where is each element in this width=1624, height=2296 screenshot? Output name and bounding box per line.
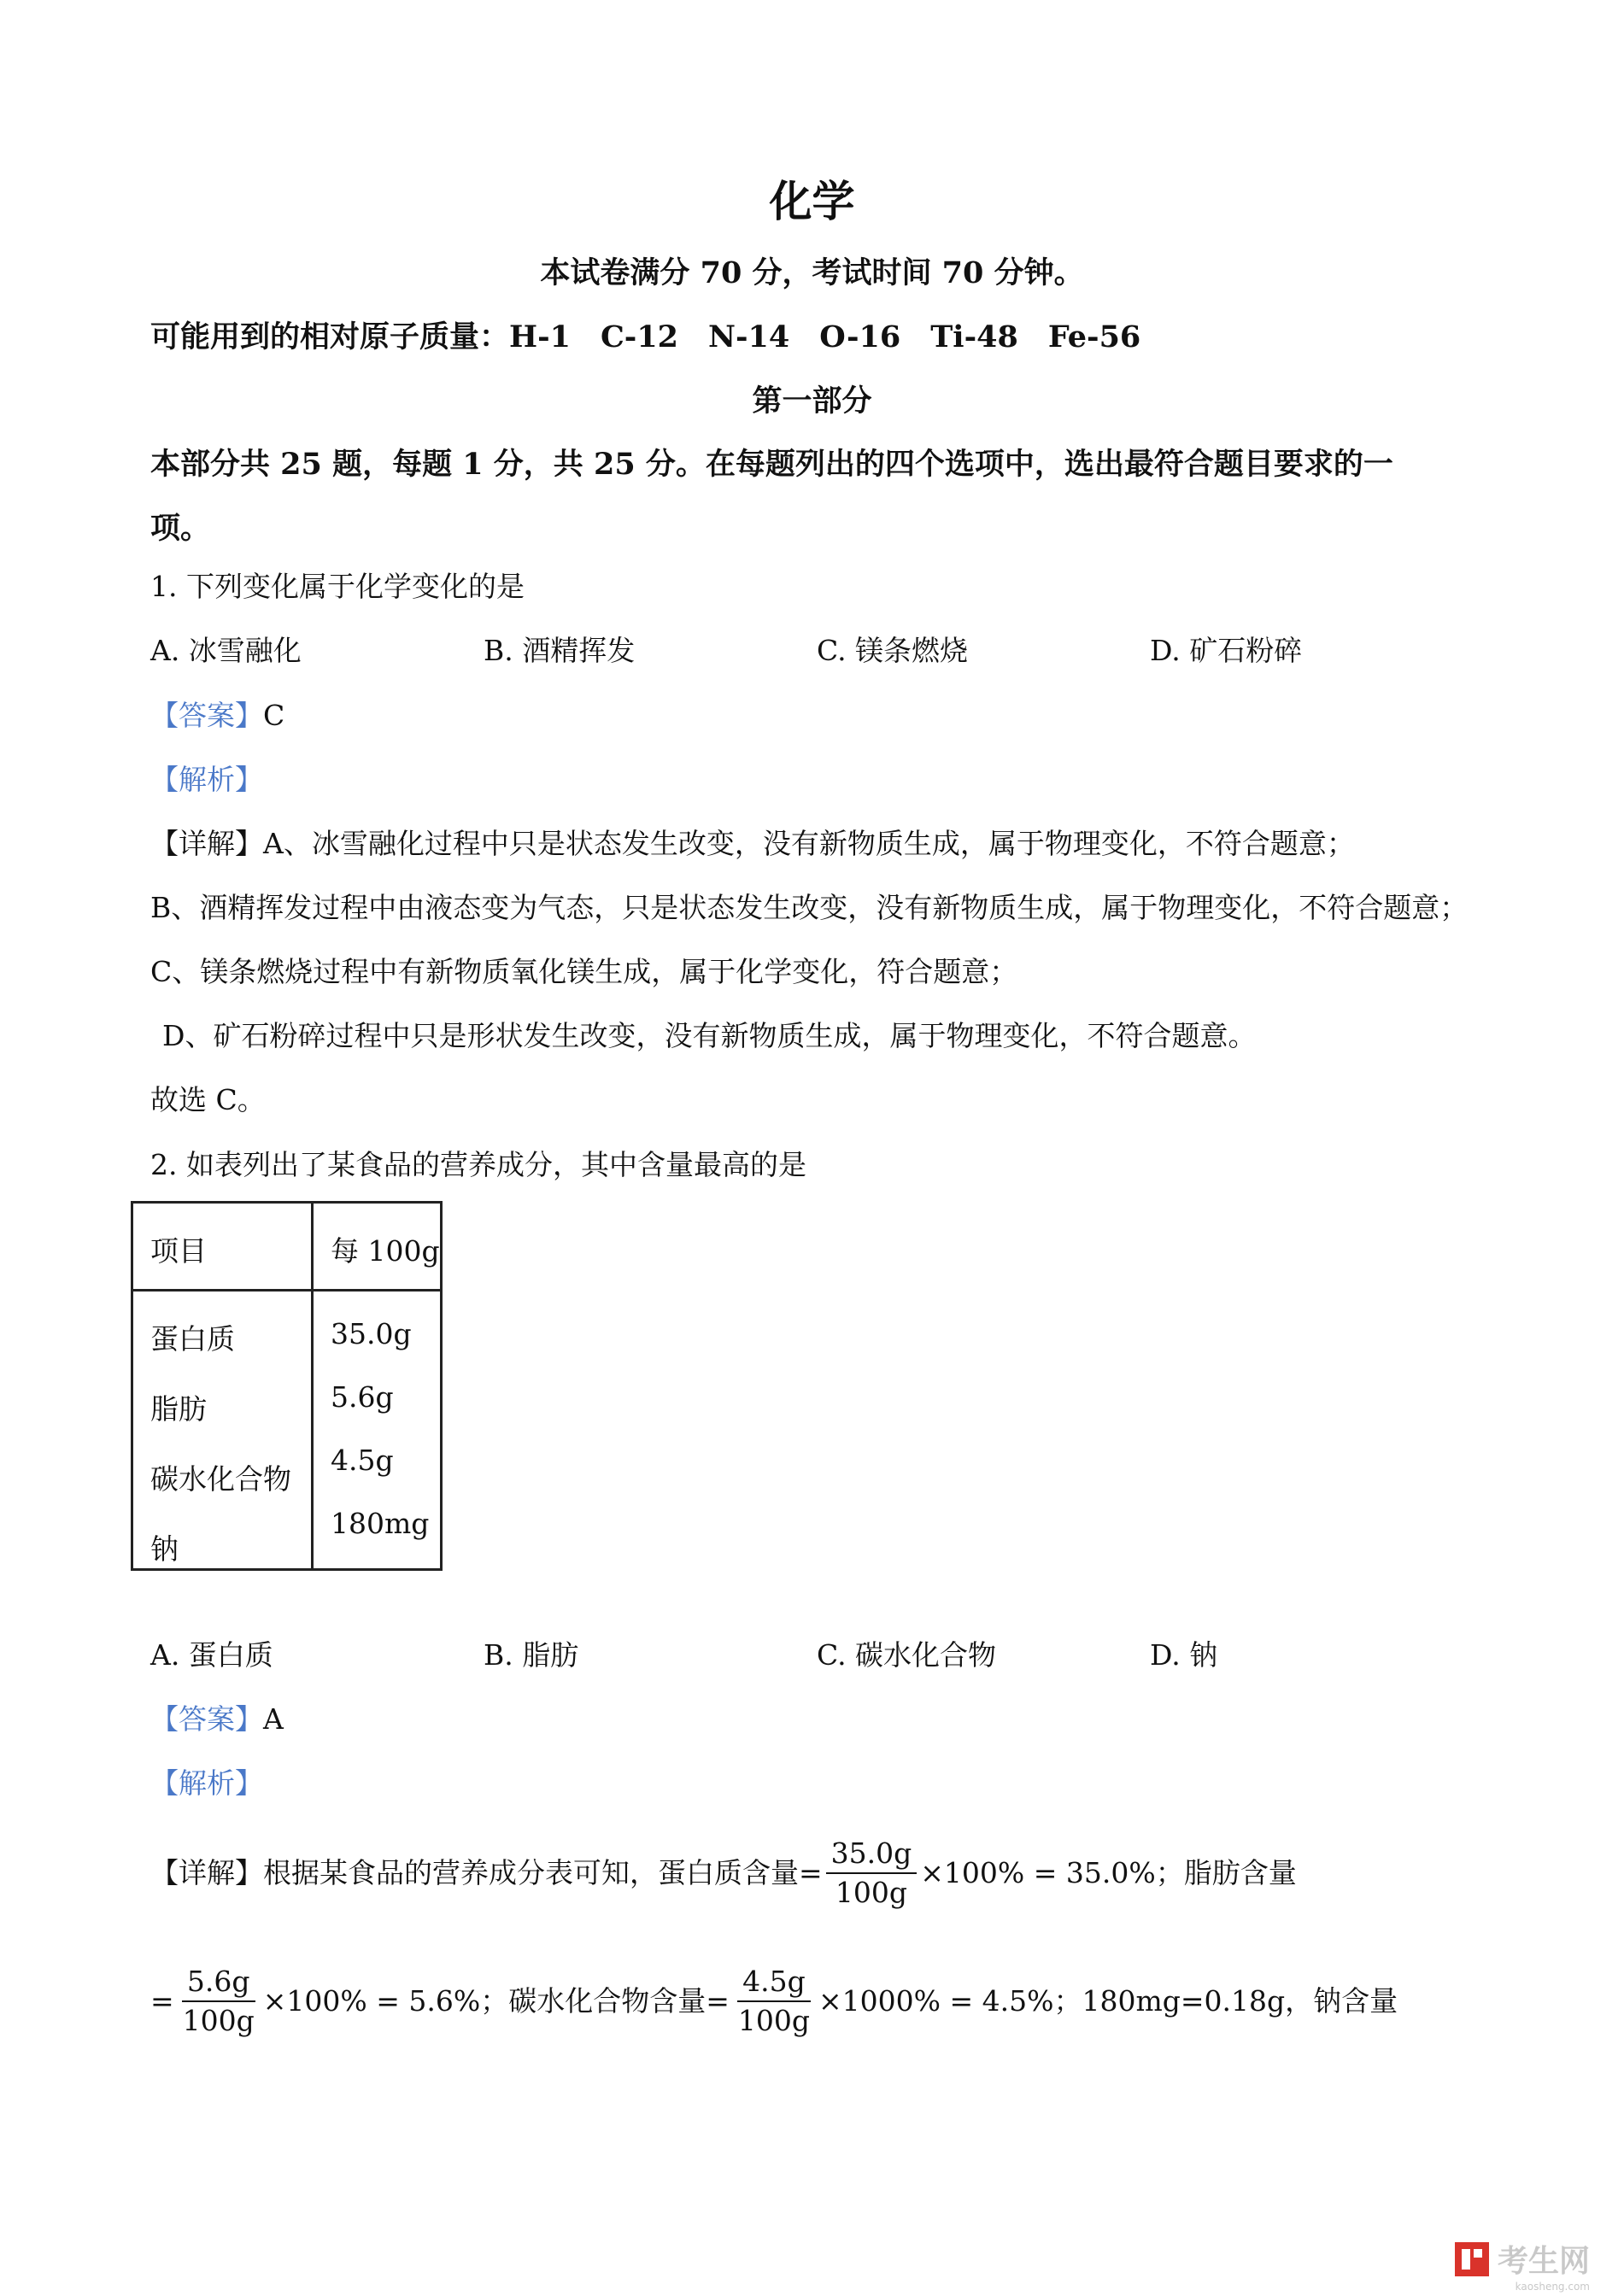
q2-option-d: D. 钠	[1150, 1638, 1218, 1672]
carb-label: ；碳水化合物含量=	[480, 1984, 730, 2018]
q1-option-c: C. 镁条燃烧	[817, 634, 969, 667]
table-header-row	[132, 1203, 442, 1291]
values-cell	[313, 1291, 442, 1570]
item-fat: 脂肪	[150, 1392, 207, 1426]
nutrition-table	[131, 1201, 443, 1571]
q1-answer-value: C	[263, 699, 285, 732]
header-per-100g: 每 100g	[331, 1234, 440, 1268]
answer-tag: 【答案】	[150, 699, 263, 732]
value-carbs: 4.5g	[331, 1444, 394, 1477]
fraction-denominator: 100g	[182, 2004, 255, 2037]
q1-detail-a	[150, 827, 1355, 861]
q2-option-c: C. 碳水化合物	[817, 1638, 997, 1672]
header-item: 项目	[150, 1234, 207, 1268]
q2-answer-value: A	[263, 1702, 284, 1736]
value-fat: 5.6g	[331, 1380, 394, 1414]
q1-detail-a-text: A、冰雪融化过程中只是状态发生改变，没有新物质生成，属于物理变化，不符合题意；	[263, 827, 1355, 860]
sodium-text: ；180mg=0.18g，钠含量	[1053, 1984, 1398, 2018]
q1-option-b: B. 酒精挥发	[484, 634, 636, 667]
page-title: 化学	[769, 176, 855, 226]
eq-prefix: =	[150, 1984, 174, 2018]
fraction-denominator: 100g	[835, 1876, 908, 1909]
watermark	[1455, 2237, 1590, 2281]
eq2-result: ×100% = 5.6%	[262, 1984, 481, 2018]
q1-detail-b: B、酒精挥发过程中由液态变为气态，只是状态发生改变，没有新物质生成，属于物理变化，不符合题意；	[150, 891, 1469, 924]
q1-option-a: A. 冰雪融化	[150, 634, 302, 667]
fraction-numerator: 5.6g	[182, 1965, 255, 2002]
answer-tag: 【答案】	[150, 1702, 263, 1736]
q2-detail-line-1	[150, 1836, 1297, 1910]
item-protein: 蛋白质	[150, 1322, 235, 1356]
q2-stem: 2. 如表列出了某食品的营养成分，其中含量最高的是	[150, 1148, 806, 1181]
eq1-result: ×100% = 35.0%	[920, 1856, 1156, 1889]
table-row	[132, 1291, 442, 1570]
q1-stem: 1. 下列变化属于化学变化的是	[150, 570, 525, 603]
eq3-result: ×1000% = 4.5%	[818, 1984, 1054, 2018]
fraction-fat	[178, 1965, 260, 2038]
q2-option-a: A. 蛋白质	[150, 1638, 273, 1672]
q2-answer	[150, 1702, 284, 1737]
q1-analysis-tag: 【解析】	[150, 763, 263, 796]
instructions-line-2: 项。	[150, 511, 211, 546]
q2-detail-line-2	[150, 1965, 1398, 2038]
value-sodium: 180mg	[331, 1507, 430, 1540]
fraction-denominator: 100g	[737, 2004, 811, 2037]
value-protein: 35.0g	[331, 1317, 412, 1350]
instructions-line-1: 本部分共 25 题，每题 1 分，共 25 分。在每题列出的四个选项中，选出最符合题目要求的一	[150, 447, 1393, 482]
watermark-text: 考生网	[1497, 2244, 1590, 2279]
table-header-cell	[132, 1203, 313, 1291]
fraction-protein	[826, 1836, 918, 1910]
item-carbs: 碳水化合物	[150, 1462, 291, 1496]
q2-detail-intro: 根据某食品的营养成分表可知，蛋白质含量=	[263, 1856, 823, 1889]
fraction-carbs	[733, 1965, 815, 2038]
item-sodium: 钠	[150, 1532, 179, 1566]
detail-tag: 【详解】	[150, 827, 263, 860]
q1-detail-c: C、镁条燃烧过程中有新物质氧化镁生成，属于化学变化，符合题意；	[150, 955, 1018, 988]
detail-tag: 【详解】	[150, 1856, 263, 1889]
q1-option-d: D. 矿石粉碎	[1150, 634, 1303, 667]
fraction-numerator: 4.5g	[737, 1965, 811, 2002]
table-header-cell	[313, 1203, 442, 1291]
exam-subtitle: 本试卷满分 70 分，考试时间 70 分钟。	[540, 255, 1084, 290]
watermark-sub: kaosheng.com	[1515, 2281, 1590, 2293]
watermark-logo-icon	[1455, 2242, 1489, 2276]
part-heading: 第一部分	[752, 384, 872, 419]
q1-detail-d: D、矿石粉碎过程中只是形状发生改变，没有新物质生成，属于物理变化，不符合题意。	[162, 1019, 1257, 1052]
fraction-numerator: 35.0g	[826, 1836, 918, 1874]
q2-option-b: B. 脂肪	[484, 1638, 579, 1672]
q1-conclusion: 故选 C。	[150, 1083, 266, 1116]
items-cell	[132, 1291, 313, 1570]
atomic-masses: 可能用到的相对原子质量：H-1 C-12 N-14 O-16 Ti-48 Fe-56	[150, 319, 1141, 354]
fat-label: ；脂肪含量	[1155, 1856, 1297, 1889]
q1-answer	[150, 699, 284, 733]
q2-analysis-tag: 【解析】	[150, 1766, 263, 1800]
